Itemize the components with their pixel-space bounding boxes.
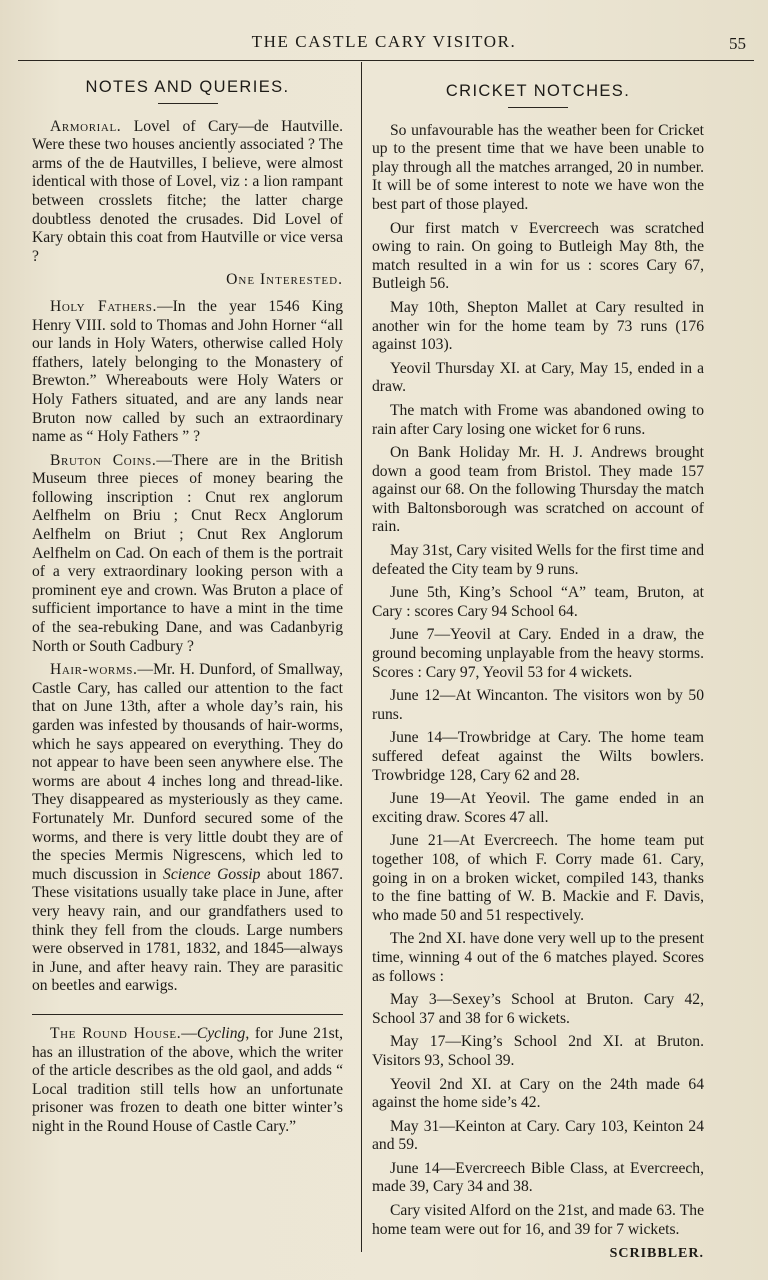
holy-fathers-note bbox=[32, 298, 343, 447]
hair-worms-text-cont: about 1867. These visitations usually take place in June, after very heavy rain, and our grandfathers used to think they fell from the clouds. Large numbers were observed in 1781, 1832, and 1845—always in June, and after heavy rain. They are parasitic on beetles and earwigs. bbox=[32, 865, 344, 995]
cricket-paragraph: June 21—At Evercreech. The home team put together 108, of which F. Corry made 61. Cary, going in on a broken wicket, compiled 143, thanks to the fine batting of W. B. Mackie and F. Davis, who made 50 and 51 respectively. bbox=[372, 832, 704, 924]
cricket-paragraph: June 5th, King’s School “A” team, Bruton, at Cary : scores Cary 94 School 64. bbox=[372, 584, 704, 620]
cricket-paragraph: Cary visited Alford on the 21st, and made 63. The home team were out for 16, and 39 for 7 wickets. bbox=[372, 1202, 704, 1238]
cricket-paragraph: So unfavourable has the weather been for Cricket up to the present time that we have been unable to play through all the matches arranged, 20 in number. It will be of some interest to note we have won the best part of those played. bbox=[372, 121, 704, 213]
cricket-paragraph: June 14—Evercreech Bible Class, at Evercreech, made 39, Cary 34 and 38. bbox=[372, 1159, 704, 1196]
armorial-text: Lovel of Cary—de Hautville. Were these two houses anciently associated ? The arms of the de Hautvilles, I believe, were almost identical with those of Lovel, viz : a lion rampant between crosslets fitche; the latter charge doubtless denoted the crusades. Did Lovel of Kary obtain this coat from Hautville or vice versa ? bbox=[32, 117, 343, 265]
cricket-paragraph: May 31—Keinton at Cary. Cary 103, Keinton 24 and 59. bbox=[372, 1117, 704, 1154]
science-gossip-title: Science Gossip bbox=[163, 865, 261, 883]
bruton-coins-note bbox=[32, 452, 343, 657]
notes-and-queries-column bbox=[32, 74, 343, 1141]
notes-and-queries-title: NOTES AND QUERIES. bbox=[85, 78, 290, 96]
cricket-paragraph: May 10th, Shepton Mallet at Cary resulted in another win for the home team by 73 runs (176 against 103). bbox=[372, 298, 704, 354]
cricket-paragraph: May 3—Sexey’s School at Bruton. Cary 42, School 37 and 38 for 6 wickets. bbox=[372, 991, 704, 1027]
round-house-dash: — bbox=[181, 1024, 197, 1042]
round-house-rule bbox=[32, 1014, 343, 1015]
cycling-title: Cycling bbox=[196, 1024, 246, 1042]
cricket-paragraph: June 12—At Wincanton. The visitors won by 50 runs. bbox=[372, 687, 704, 723]
hair-worms-lead: Hair-worms. bbox=[50, 661, 138, 679]
cricket-notches-column bbox=[372, 78, 704, 1269]
title-rule bbox=[158, 103, 218, 104]
bruton-coins-lead: Bruton Coins. bbox=[50, 451, 157, 469]
holy-fathers-text: —In the year 1546 King Henry VIII. sold to Thomas and John Horner “all our lands in Holy Waters, otherwise called Holy ffathers, lately belonging to the Monastery of Brewton.” Whereabouts were Holy Waters or Holy Fathers situated, and are any lands near Bruton now called by such an extraordinary name as “ Holy Fathers ” ? bbox=[32, 297, 343, 446]
page-number: 55 bbox=[729, 34, 746, 53]
armorial-signature: One Interested. bbox=[226, 271, 343, 289]
scribbler-signature: SCRIBBLER. bbox=[609, 1246, 704, 1262]
bruton-coins-text: —There are in the British Museum three pieces of money bearing the following inscription : Cnut rex anglorum Aelfhelm on Briu ; Cnut Recx Anglorum Aelfhelm on Briut ; Cnut Rex Anglorum Aelfhelm on Cad. On each of them is the portrait of a very extraordinary looking person with a prominent eye and crown. Was Bruton a place of sufficient importance to have a mint in the time of the sea-rebuking Dane, and was Cadanbyrig North or South Cadbury ? bbox=[32, 451, 343, 655]
cricket-notches-title: CRICKET NOTCHES. bbox=[445, 82, 631, 100]
round-house-lead: The Round House. bbox=[50, 1024, 182, 1042]
running-title: THE CASTLE CARY VISITOR. bbox=[251, 32, 517, 51]
hair-worms-text: —Mr. H. Dunford, of Smallway, Castle Cary, has called our attention to the fact that on June 13th, after a whole day’s rain, his garden was infested by thousands of hair-worms, which he says appeared on everything. They do not appear to have been seen anywhere else. The worms are about 4 inches long and thread-like. They disappeared as mysteriously as they came. Fortunately Mr. Dunford secured some of the worms, and there is very little doubt they are of the species Mermis Nigrescens, which led to much discussion in bbox=[32, 661, 343, 883]
cricket-paragraph: Our first match v Evercreech was scratched owing to rain. On going to Butleigh May 8th, the match resulted in a win for us : scores Cary 67, Butleigh 56. bbox=[372, 219, 704, 293]
cricket-paragraph: June 7—Yeovil at Cary. Ended in a draw, the ground becoming unplayable from the heavy storms. Scores : Cary 97, Yeovil 53 for 4 wickets. bbox=[372, 626, 704, 681]
cricket-paragraph: June 19—At Yeovil. The game ended in an exciting draw. Scores 47 all. bbox=[372, 790, 704, 826]
cricket-paragraph: Yeovil 2nd XI. at Cary on the 24th made 64 against the home side’s 42. bbox=[372, 1075, 704, 1112]
cricket-paragraph: June 14—Trowbridge at Cary. The home team suffered defeat against the Wilts bowlers. Trowbridge 128, Cary 62 and 28. bbox=[372, 729, 704, 784]
cricket-paragraph: On Bank Holiday Mr. H. J. Andrews brought down a good team from Bristol. They made 157 against our 68. On the following Thursday the match with Baltonsborough was scratched on account of rain. bbox=[372, 444, 704, 536]
header-rule bbox=[18, 60, 754, 61]
armorial-lead: Armorial. bbox=[50, 117, 122, 135]
hair-worms-note bbox=[32, 661, 343, 996]
cricket-paragraph: May 31st, Cary visited Wells for the first time and defeated the City team by 9 runs. bbox=[372, 542, 704, 578]
cricket-paragraph: Yeovil Thursday XI. at Cary, May 15, ended in a draw. bbox=[372, 359, 704, 396]
round-house-note bbox=[32, 1025, 343, 1137]
holy-fathers-lead: Holy Fathers. bbox=[50, 297, 157, 315]
cricket-paragraph: May 17—King’s School 2nd XI. at Bruton. Visitors 93, School 39. bbox=[372, 1033, 704, 1069]
round-house-text: , for June 21st, has an illustration of the above, which the writer of the article describes as the old gaol, and adds “ Local tradition still tells how an unfortunate prisoner was frozen to death one bitter winter’s night in the Round House of Castle Cary.” bbox=[32, 1024, 343, 1135]
cricket-paragraph: The 2nd XI. have done very well up to the present time, winning 4 out of the 6 matches played. Scores as follows : bbox=[372, 930, 704, 985]
column-divider bbox=[361, 62, 362, 1252]
title-rule bbox=[508, 107, 568, 108]
armorial-note bbox=[32, 118, 343, 267]
cricket-paragraph: The match with Frome was abandoned owing to rain after Cary losing one wicket for 6 runs. bbox=[372, 401, 704, 438]
